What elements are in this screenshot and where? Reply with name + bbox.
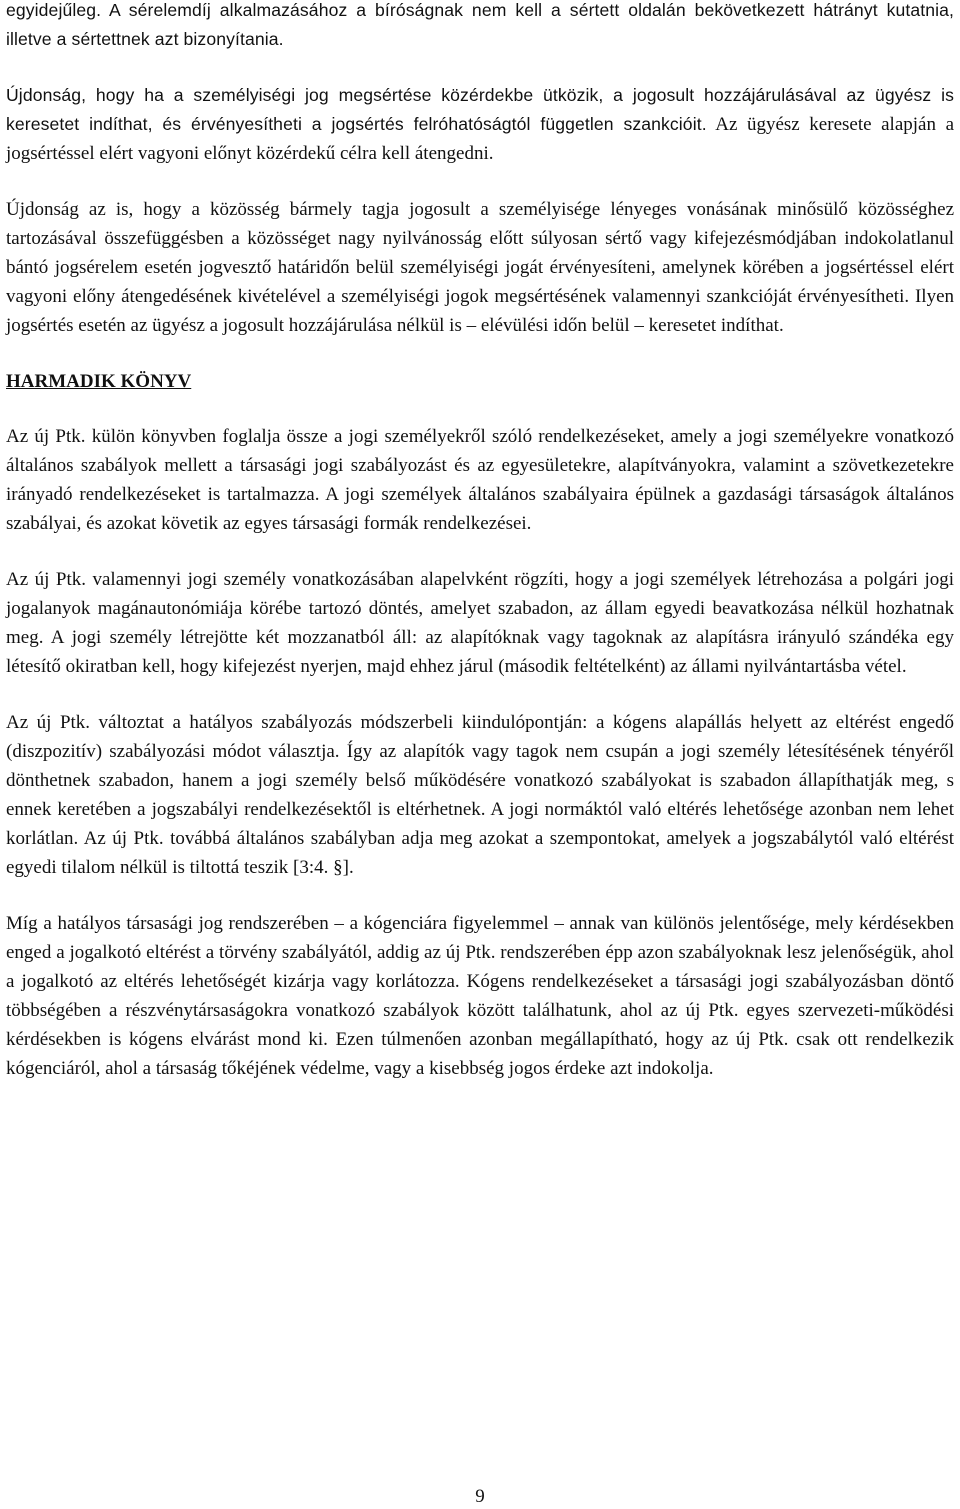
paragraph-text-sans: egyidejűleg. A sérelemdíj alkalmazásához a bíróságnak nem kell a sértett oldalán bekövetkezett hátrányt kutatnia, illetve a sértettnek azt bizonyítania. xyxy=(6,0,954,49)
paragraph-diszpozitiv: Az új Ptk. változtat a hatályos szabályozás módszerbeli kiindulópontján: a kógens alapállás helyett az eltérést engedő (diszpozitív) szabályozási módot választja. Így az alapítók vagy tagok nem csupán a jogi személy létesítésének tényéről dönthetnek szabadon, hanem a jogi személy belső működésére vonatkozó szabályokat is szabadon állapíthatják meg, s ennek keretében a jogszabályi rendelkezésektől is eltérhetnek. A jogi normáktól való eltérés lehetősége azonban nem lehet korlátlan. Az új Ptk. továbbá általános szabályban adja meg azokat a szempontokat, amelyek a jogszabálytól való eltérést egyedi tilalom nélkül is tiltottá teszik [3:4. §]. xyxy=(6,712,954,878)
section-heading: HARMADIK KÖNYV xyxy=(6,371,192,392)
paragraph-text-serif: Az ügyész keresete alapján a jogsértéssel elért vagyoni előnyt közérdekű célra kell átengedni. xyxy=(6,114,954,164)
paragraph-alapelv: Az új Ptk. valamennyi jogi személy vonatkozásában alapelvként rögzíti, hogy a jogi személyek létrehozása a polgári jogi jogalanyok magánautonómiája körébe tartozó döntés, amelyet szabadon, az állam egyedi beavatkozása nélkül hozhatnak meg. A jogi személy létrejötte két mozzanatból áll: az alapítóknak vagy tagoknak az alapításra irányuló szándéka egy létesítő okiratban kell, hogy kifejezést nyerjen, majd ehhez járul (második feltételként) az állami nyilvántartásba vétel. xyxy=(6,569,954,677)
page-number: 9 xyxy=(475,1486,485,1507)
paragraph-text-sans: Újdonság, hogy ha a személyiségi jog megsértése közérdekbe ütközik, a jogosult hozzájárulásával az ügyész is keresetet indíthat, és érvényesítheti a jogsértés felróhatóságtól független szankcióit. xyxy=(6,85,954,134)
paragraph-ugyesz-kereset xyxy=(6,81,954,168)
document-page xyxy=(6,0,954,1110)
paragraph-kozosseg-tagja: Újdonság az is, hogy a közösség bármely tagja jogosult a személyisége lényeges vonásának minősülő közösséghez tartozásával összefüggésben a közösséget nagy nyilvánosság előtt súlyosan sértő vagy kifejezésmódjában indokolatlanul bántó jogsérelem esetén jogvesztő határidőn belül személyiségi jogát érvényesíteni, amelynek körében a jogsértéssel elért vagyoni előny átengedésének kivételével a személyiségi jogok megsértésének valamennyi szankcióját érvényesítheti. Ilyen jogsértés esetén az ügyész a jogosult hozzájárulása nélkül is – elévülési időn belül – keresetet indíthat. xyxy=(6,199,954,336)
paragraph-sersulemdij xyxy=(6,0,954,54)
paragraph-kogencia: Míg a hatályos társasági jog rendszerében – a kógenciára figyelemmel – annak van különös jelentősége, mely kérdésekben enged a jogalkotó eltérést a törvény szabályától, addig az új Ptk. rendszerében épp azon szabályoknak lesz jelenőségük, ahol a jogalkotó az eltérés lehetőségét kizárja vagy korlátozza. Kógens rendelkezéseket a társasági jogi szabályozásban döntő többségében a részvénytársaságokra vonatkozó szabályok között találhatunk, ahol az új Ptk. egyes szervezeti-működési kérdésekben is kógens elvárást mond ki. Ezen túlmenően azonban megállapítható, hogy az új Ptk. csak ott rendelkezik kógenciáról, ahol a társaság tőkéjének védelme, vagy a kisebbség jogos érdeke azt indokolja. xyxy=(6,913,954,1079)
paragraph-jogi-szemelyek: Az új Ptk. külön könyvben foglalja össze a jogi személyekről szóló rendelkezéseket, amely a jogi személyekre vonatkozó általános szabályok mellett a társasági jogi szabályozást és az egyesületekre, alapítványokra, valamint a szövetkezetekre irányadó rendelkezéseket is tartalmazza. A jogi személyek általános szabályaira épülnek a gazdasági társaságok általános szabályai, és azokat követik az egyes társasági formák rendelkezései. xyxy=(6,426,954,534)
